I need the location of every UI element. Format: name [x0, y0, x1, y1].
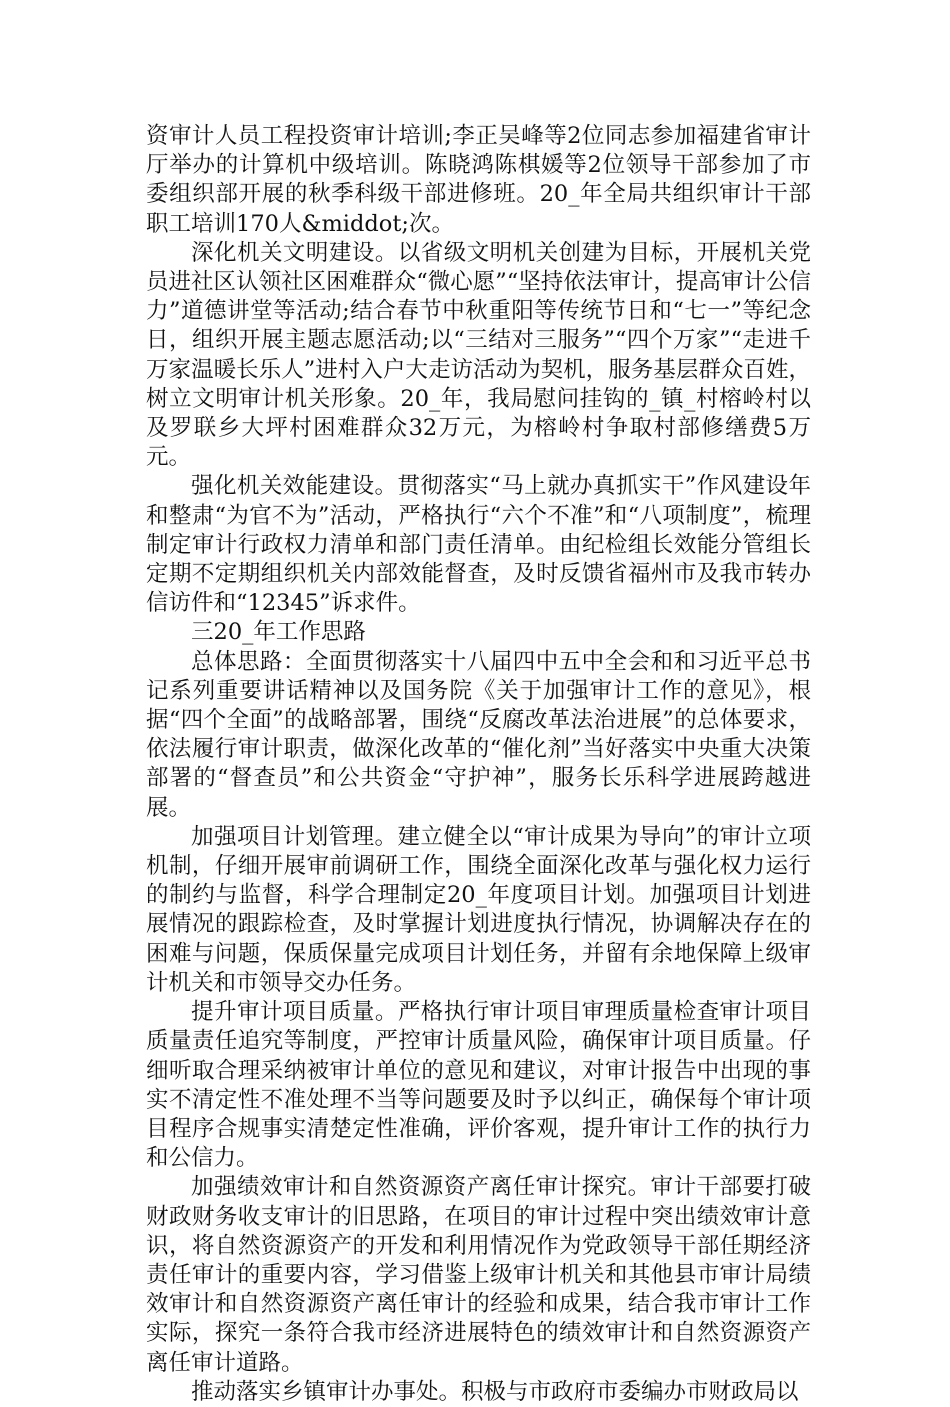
paragraph-township-audit: 推动落实乡镇审计办事处。积极与市政府市委编办市财政局以	[191, 1378, 799, 1405]
paragraph-audit-quality: 提升审计项目质量。严格执行审计项目审理质量检查审计项目质量责任追究等制度，严控审计质量风险，确保审计项目质量。仔细听取合理采纳被审计单位的意见和建议，对审计报告中出现的事实不清定性不准处理不当等问题要及时予以纠正，确保每个审计项目程序合规事实清楚定性准确，评价客观，提升审计工作的执行力和公信力。	[146, 999, 811, 1172]
paragraph-overall-thinking: 总体思路：全面贯彻落实十八届四中五中全会和和习近平总书记系列重要讲话精神以及国务院《关于加强审计工作的意见》，根据“四个全面”的战略部署，围绕“反腐改革法治进展”的总体要求，依法履行审计职责，做深化改革的“催化剂”当好落实中央重大决策部署的“督查员”和公共资金“守护神”，服务长乐科学进展跨越进展。	[146, 648, 811, 821]
paragraph-civilization: 深化机关文明建设。以省级文明机关创建为目标，开展机关党员进社区认领社区困难群众“微心愿”“坚持依法审计，提高审计公信力”道德讲堂等活动;结合春节中秋重阳等传统节日和“七一”等纪念日，组织开展主题志愿活动;以“三结对三服务”“四个万家”“走进千万家温暖长乐人”进村入户大走访活动为契机，服务基层群众百姓，树立文明审计机关形象。20_年，我局慰问挂钩的_镇_村榕岭村以及罗联乡大坪村困难群众32万元，为榕岭村争取村部修缮费5万元。	[146, 239, 811, 471]
document-body	[146, 122, 811, 1407]
paragraph-efficiency: 强化机关效能建设。贯彻落实“马上就办真抓实干”作风建设年和整肃“为官不为”活动，严格执行“六个不准”和“八项制度”，梳理制定审计行政权力清单和部门责任清单。由纪检组长效能分管组长定期不定期组织机关内部效能督查，及时反馈省福州市及我市转办信访件和“12345”诉求件。	[146, 473, 811, 617]
section-heading: 三20_年工作思路	[191, 619, 366, 646]
paragraph-performance-audit: 加强绩效审计和自然资源资产离任审计探究。审计干部要打破财政财务收支审计的旧思路，在项目的审计过程中突出绩效审计意识，将自然资源资产的开发和利用情况作为党政领导干部任期经济责任审计的重要内容，学习借鉴上级审计机关和其他县市审计局绩效审计和自然资源资产离任审计的经验和成果，结合我市审计工作实际，探究一条符合我市经济进展特色的绩效审计和自然资源资产离任审计道路。	[146, 1174, 811, 1376]
paragraph-project-plan: 加强项目计划管理。建立健全以“审计成果为导向”的审计立项机制，仔细开展审前调研工作，围绕全面深化改革与强化权力运行的制约与监督，科学合理制定20_年度项目计划。加强项目计划进展情况的跟踪检查，及时掌握计划进度执行情况，协调解决存在的困难与问题，保质保量完成项目计划任务，并留有余地保障上级审计机关和市领导交办任务。	[146, 823, 811, 996]
paragraph-training: 资审计人员工程投资审计培训;李正吴峰等2位同志参加福建省审计厅举办的计算机中级培训。陈晓鸿陈棋媛等2位领导干部参加了市委组织部开展的秋季科级干部进修班。20_年全局共组织审计干部职工培训170人&middot;次。	[146, 123, 811, 237]
